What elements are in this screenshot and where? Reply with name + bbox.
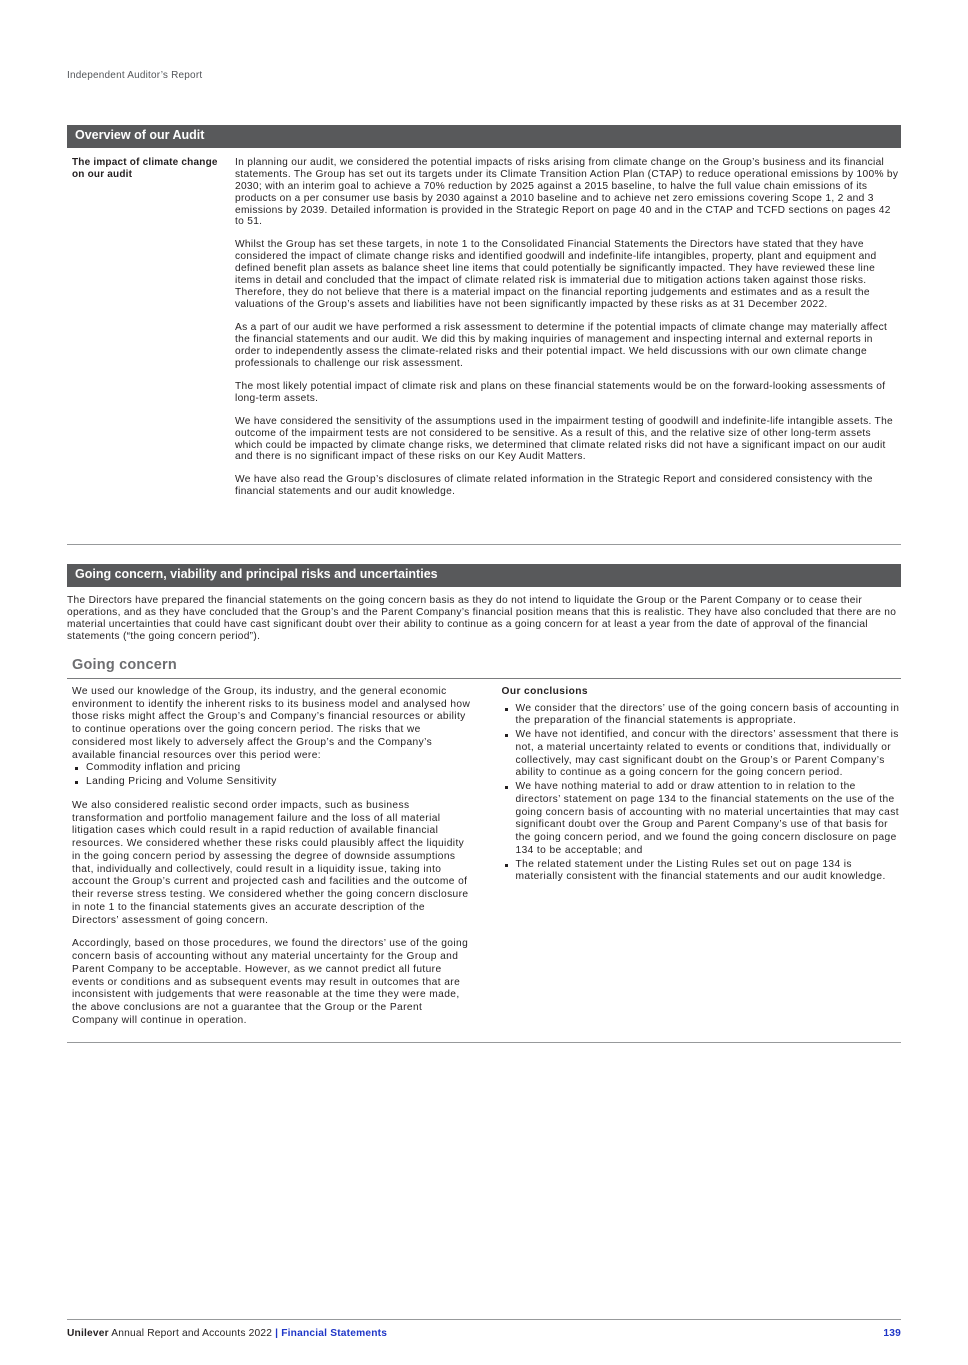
overview-paragraph-3: As a part of our audit we have performed a risk assessment to determine if the potential impacts of climate change may materially affect the financial statements and our audit. We did this by making inquiries of management and inspecting internal and external reports in order to independently assess the climate-related risks and their potential impact. We held discussions with our own climate change professionals to challenge our risk assessment.: [235, 322, 888, 369]
subheading-divider: [67, 678, 901, 679]
risk-bullet-list: [72, 762, 472, 789]
going-concern-left-column: [72, 686, 472, 1028]
overview-paragraph-5: We have considered the sensitivity of the assumptions used in the impairment testing of goodwill and indefinite-life intangible assets. The outcome of the impairment tests are not considered to be sensitive. As a result of this, and the relative size of other long-term assets which could be impacted by climate change risks, we determined that climate related risks did not have a significant impact on our audit and there is no significant impact of these risks on our Key Audit Matters.: [235, 415, 894, 463]
footer-report-title: Annual Report and Accounts 2022: [108, 1328, 276, 1339]
list-item: [502, 729, 902, 780]
bullet-square-icon: [505, 864, 508, 867]
left-paragraph-2: We also considered realistic second order impacts, such as business transformation and portfolio management failure and the loss of all material litigation cases which could result in a rapid reduction of available financial resources. We considered whether these risks could plausibly affect the liquidity in the going concern period by assessing the degree of downside assumptions that, individually and collectively, could result in a liquidity issue, taking into account the Group’s current and projected cash and facilities and the outcome of their reverse stress testing. We considered whether the going concern disclosure in note 1 to the financial statements gives an accurate description of the Directors’ assessment of going concern.: [72, 799, 469, 926]
overview-paragraph-1: In planning our audit, we considered the potential impacts of risks arising from climate change on the Group’s business and its financial statements. The Group has set out its targets under its Climate Transition Action Plan (CTAP) to reduce operational emissions by 100% by 2030; with an interim goal to achieve a 70% reduction by 2025 against a 2015 baseline, to halve the full value chain emissions of its products on a per consumer use basis by 2030 against a 2010 baseline and to achieve net zero emissions covering Scope 1, 2 and 3 emissions by 2039. Detailed information is provided in the Strategic Report on page 40 and in the CTAP and TCFD sections on pages 42 to 51.: [235, 156, 899, 228]
page-number: 139: [883, 1328, 901, 1339]
footer-section-link: Financial Statements: [278, 1328, 388, 1339]
page-footer: [67, 1319, 901, 1339]
footer-separator: |: [275, 1328, 279, 1339]
footer-report-line: [67, 1328, 387, 1339]
going-concern-columns: [67, 686, 901, 1028]
columns-bottom-divider: [67, 1042, 901, 1043]
list-item-text: We have nothing material to add or draw attention to in relation to the directors’ statement on page 134 to the financial statements on the use of the going concern basis of accounting with no material uncertainties that may cast significant doubt over the Group and Parent Company’s use of that basis for the going concern period, and we found the going concern disclosure on page 134 to be acceptable; and: [515, 781, 899, 856]
list-item: [502, 703, 902, 729]
list-item-text: Commodity inflation and pricing: [86, 762, 241, 774]
overview-paragraph-4: The most likely potential impact of climate risk and plans on these financial statements would be on the forward-looking assessments of long-term assets.: [235, 380, 886, 404]
left-paragraph-3: Accordingly, based on those procedures, we found the directors’ use of the going concern basis of accounting without any material uncertainty for the Group and Parent Company to be acceptable. However, as we cannot predict all future events or conditions and as subsequent events may result in outcomes that are inconsistent with judgements that were reasonable at the time they were made, the above conclusions are not a guarantee that the Group or the Parent Company will continue in operation.: [72, 938, 469, 1026]
running-header: Independent Auditor’s Report: [67, 70, 203, 81]
bullet-square-icon: [505, 734, 508, 737]
footer-brand: Unilever: [67, 1328, 109, 1339]
list-item-text: The related statement under the Listing Rules set out on page 134 is materially consistent with the financial statements and our audit knowledge.: [515, 858, 886, 883]
list-item-text: We consider that the directors’ use of the going concern basis of accounting in the preparation of the financial statements is appropriate.: [515, 702, 900, 727]
going-concern-intro: The Directors have prepared the financial statements on the going concern basis as they do not intend to liquidate the Group or the Parent Company or to cease their operations, and as they have concluded that the Group’s and the Parent Company’s financial position means that this is realistic. They have also concluded that there are no material uncertainties that could have cast significant doubt over their ability to continue as a going concern for at least a year from the date of approval of the financial statements (“the going concern period”).: [67, 595, 897, 642]
list-item: [72, 776, 472, 789]
going-concern-section-banner: Going concern, viability and principal risks and uncertainties: [67, 564, 901, 587]
overview-section-banner: Overview of our Audit: [67, 125, 901, 148]
overview-row-label: The impact of climate change on our audit: [72, 156, 218, 181]
list-item: [72, 762, 472, 775]
list-item-text: We have not identified, and concur with the directors’ assessment that there is not, a material uncertainty related to events or conditions that, individually or collectively, may cast significant doubt on the Group’s or Parent Company’s ability to continue as a going concern for the going concern period.: [515, 729, 899, 779]
list-item: [502, 859, 902, 885]
overview-section: [67, 157, 901, 499]
bullet-square-icon: [75, 781, 78, 784]
conclusions-bullet-list: [502, 703, 902, 885]
section-divider: [67, 544, 901, 545]
left-paragraph-1: We used our knowledge of the Group, its industry, and the general economic environment to identify the inherent risks to its business model and analysed how those risks might affect the Group’s and Company’s financial resources or ability to continue operations over the going concern period. The risks that we considered most likely to adversely affect the Group’s and the Company’s available financial resources over this period were:: [72, 685, 471, 761]
list-item: [502, 781, 902, 858]
overview-paragraph-6: We have also read the Group’s disclosures of climate related information in the Strategic Report and considered consistency with the financial statements and our audit knowledge.: [235, 474, 873, 498]
list-item-text: Landing Pricing and Volume Sensitivity: [86, 776, 277, 787]
going-concern-subheading: Going concern: [72, 656, 177, 673]
bullet-square-icon: [75, 767, 78, 770]
bullet-square-icon: [505, 708, 508, 711]
conclusions-heading: Our conclusions: [501, 685, 588, 697]
going-concern-right-column: [502, 686, 902, 1028]
bullet-square-icon: [505, 786, 508, 789]
overview-paragraph-2: Whilst the Group has set these targets, in note 1 to the Consolidated Financial Statements the Directors have stated that they have considered the impact of climate change risks and identified goodwill and indefinite-life intangibles, property, plant and equipment and defined benefit plan assets as balance sheet line items that could potentially be significantly impacted. They have reviewed these line items in detail and concluded that the impact of climate related risk is immaterial due to mitigation actions taken against those risks. Therefore, they do not believe that there is a material impact on the financial reporting judgements and estimates and as a result the valuations of the Group’s assets and liabilities have not been significantly impacted by these risks as at 31 December 2022.: [235, 239, 877, 311]
overview-row-content: [235, 157, 901, 499]
